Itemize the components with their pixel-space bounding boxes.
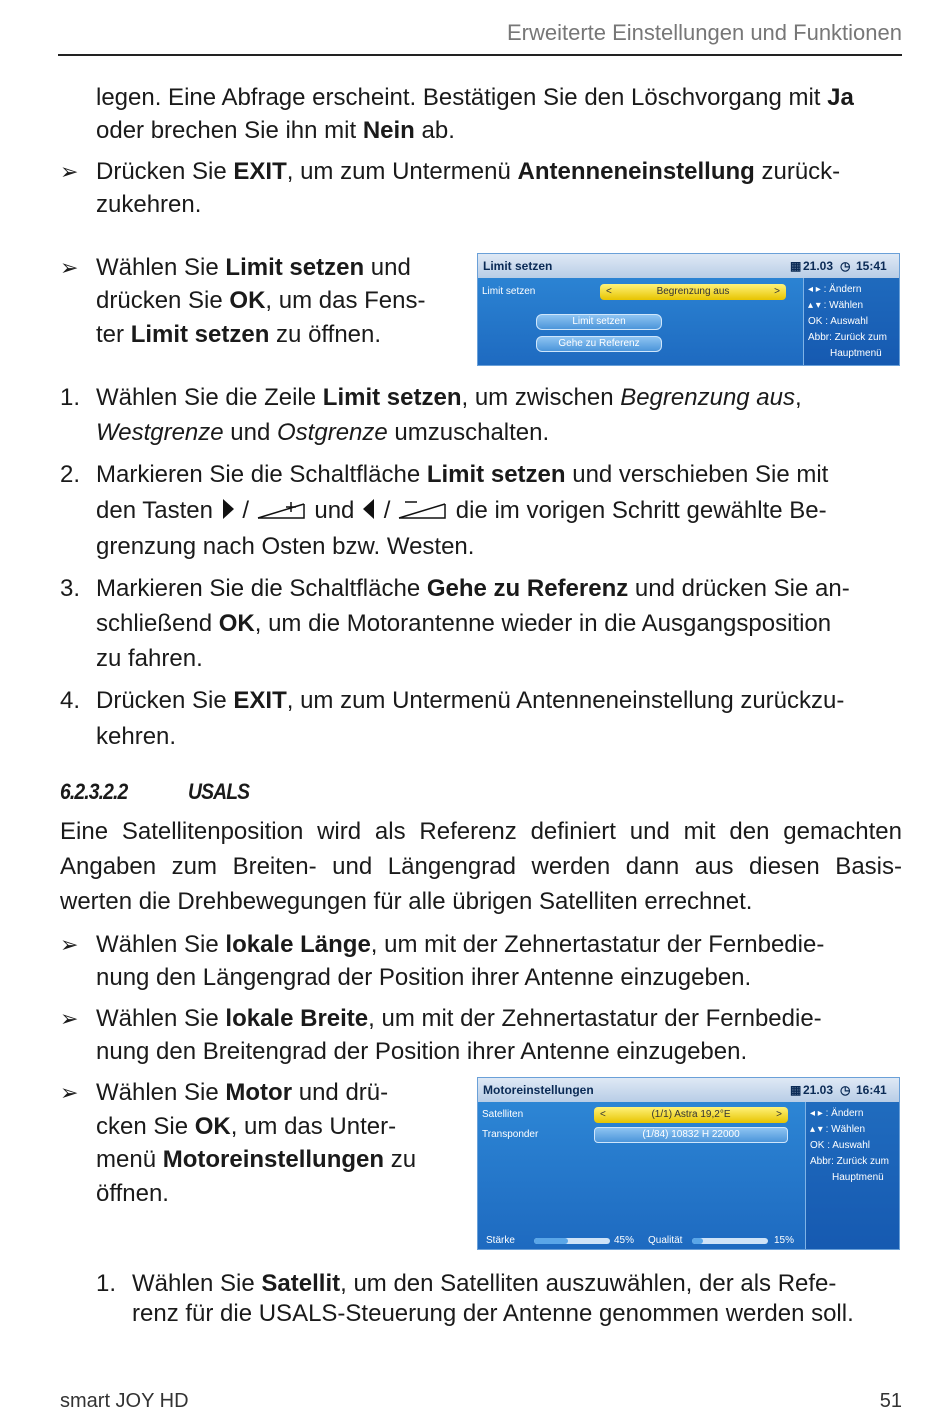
arrow-right-key-icon [220,497,236,521]
menu-name: lokale Länge [225,931,371,958]
menu-name: Limit setzen [225,254,365,281]
limit-setzen-button[interactable]: Limit setzen [536,314,662,330]
help-panel [803,278,899,365]
quality-label: Qualität [648,1235,683,1246]
menu-name: Limit setzen [322,384,462,411]
usals-b3-line3 [96,1143,416,1176]
list1-item4-line1 [96,684,844,717]
list-number: 2. [60,461,81,488]
section-number: 6.2.3.2.2 [60,779,128,804]
transponder-label: Transponder [482,1129,539,1140]
text: und [314,497,355,524]
help-line: Hauptmenü [832,1172,884,1183]
text: Wählen Sie [96,1005,226,1032]
limit-setzen-screenshot [477,253,900,366]
chevron-left-icon: < [600,1109,606,1120]
text: , um zum Untermenü [286,158,518,185]
calendar-icon: ▦ [790,1083,802,1097]
help-line: OK : Auswahl [808,316,869,327]
bullet-arrow: ➢ [60,1080,79,1105]
text: Markieren Sie die Schaltfläche [96,575,427,602]
menu-name: Motoreinstellungen [162,1146,385,1173]
help-line: OK : Auswahl [810,1140,871,1151]
volume-up-key-icon [256,496,308,520]
menu-name: lokale Breite [225,1005,369,1032]
key-ok: OK [218,610,255,637]
text: , um das Fens- [265,287,426,314]
list-number: 3. [60,575,81,602]
text: die im vorigen Schritt gewählte Be- [455,497,827,524]
usals-b2-line2: nung den Breitengrad der Position ihrer Antenne einzugeben. [96,1038,748,1065]
text: zu öffnen. [269,321,382,348]
text: , um mit der Zehnertastatur der Fernbedie- [370,931,825,958]
intro-text: legen. Eine Abfrage erscheint. Bestätigen Sie den Löschvorgang mit [96,84,828,111]
menu-name: Limit setzen [426,461,566,488]
screen-time: 15:41 [856,259,887,273]
list1-item3-line3: zu fahren. [96,645,203,672]
satellite-selector[interactable] [594,1107,788,1123]
final-line1 [132,1267,836,1300]
text: Drücken Sie [96,687,234,714]
page-number: 51 [879,1390,902,1409]
screen-title-bar [478,254,899,278]
list1-item4-line2: kehren. [96,723,177,750]
intro-text: oder brechen Sie ihn mit [96,117,363,144]
usals-b3-line4: öffnen. [96,1180,169,1207]
usals-b1-line1 [96,928,824,961]
strength-bar [534,1238,610,1244]
final-line2: renz für die USALS-Steuerung der Antenne genommen werden soll. [132,1300,854,1327]
step-limit-line-3 [96,318,381,351]
text: Wählen Sie [96,254,226,281]
usals-paragraph-line2: Angaben zum Breiten- und Längengrad werden dann aus diesen Basis- [60,853,902,880]
step-limit-line-1 [96,251,411,284]
option-name: Westgrenze [96,419,224,446]
screen-date: 21.03 [803,259,834,273]
step-limit-line-2 [96,284,425,317]
key-ok: OK [229,287,266,314]
text: ter [96,321,131,348]
help-line: ▴ ▾ : Wählen [810,1124,866,1135]
list1-item3-line1 [96,572,850,605]
list1-item2-line2 [96,494,827,527]
clock-icon: ◷ [840,259,851,273]
intro-nein: Nein [362,117,415,144]
list1-item1-line1 [96,381,802,414]
footer-product: smart JOY HD [60,1390,189,1409]
usals-paragraph-line3: werten die Drehbewegungen für alle übrigen Satelliten errechnet. [60,888,753,915]
bullet-arrow: ➢ [60,1006,79,1031]
text: und verschieben Sie mit [565,461,829,488]
help-line: ◂ ▸ : Ändern [810,1108,864,1119]
calendar-icon: ▦ [790,259,802,273]
option-name: Begrenzung aus [620,384,795,411]
help-line: ◂ ▸ : Ändern [808,284,862,295]
text: , um mit der Zehnertastatur der Fernbedie- [368,1005,822,1032]
running-header [507,20,902,56]
menu-name: Antenneneinstellung [517,158,755,185]
intro-line-2 [96,114,455,147]
menu-name: Satellit [261,1270,341,1297]
text: umzuschalten. [387,419,550,446]
selector-value: (1/1) Astra 19,2°E [651,1109,731,1120]
bullet-arrow: ➢ [60,932,79,957]
quality-bar-fill [692,1238,703,1244]
strength-label: Stärke [486,1235,515,1246]
key-exit: EXIT [233,687,287,714]
list1-item3-line2 [96,607,831,640]
text: Markieren Sie die Schaltfläche [96,461,427,488]
screen-title: Motoreinstellungen [483,1083,594,1097]
clock-icon: ◷ [840,1083,851,1097]
quality-bar [692,1238,768,1244]
list-number: 4. [60,687,81,714]
menu-name: Limit setzen [130,321,270,348]
transponder-field[interactable]: (1/84) 10832 H 22000 [594,1127,788,1143]
text: , um zwischen [461,384,621,411]
usals-paragraph-line1: Eine Satellitenposition wird als Referenz definiert und mit den gemachten [60,818,902,845]
text: zu [384,1146,417,1173]
chevron-right-icon: > [774,286,780,297]
menu-name: Gehe zu Referenz [426,575,629,602]
text: menü [96,1146,163,1173]
text: Wählen Sie [96,931,226,958]
satelliten-label: Satelliten [482,1109,524,1120]
header-rule [58,54,902,56]
quality-value: 15% [774,1235,795,1246]
text: , um das Unter- [230,1113,397,1140]
strength-bar-fill [534,1238,568,1244]
step-exit-line-1 [96,155,840,188]
list1-item2-line3: grenzung nach Osten bzw. Westen. [96,533,475,560]
text: und [223,419,278,446]
volume-down-key-icon [397,496,449,520]
row-label: Limit setzen [482,286,536,297]
screen-time: 16:41 [856,1083,887,1097]
key-ok: OK [194,1113,231,1140]
text: , um zum Untermenü Antenneneinstellung zurückzu- [286,687,845,714]
list-number: 1. [96,1270,117,1297]
strength-value: 45% [614,1235,635,1246]
limit-selector[interactable] [600,284,786,300]
usals-b2-line1 [96,1002,822,1035]
text: und drü- [292,1079,389,1106]
help-line: ▴ ▾ : Wählen [808,300,864,311]
motoreinstellungen-screenshot [477,1077,900,1250]
chevron-left-icon: < [606,286,612,297]
text: , um den Satelliten auszuwählen, der als Refe- [340,1270,837,1297]
option-name: Ostgrenze [277,419,388,446]
usals-b1-line2: nung den Längengrad der Position ihrer Antenne einzugeben. [96,964,752,991]
text: / [383,497,391,524]
key-exit: EXIT [233,158,287,185]
chevron-right-icon: > [776,1109,782,1120]
list1-item1-line2 [96,416,549,449]
text: drücken Sie [96,287,230,314]
text: Wählen Sie [96,1079,226,1106]
text: / [242,497,250,524]
text: zurück- [754,158,841,185]
gehe-zu-referenz-button[interactable]: Gehe zu Referenz [536,336,662,352]
help-line: Abbr: Zurück zum [810,1156,889,1167]
text: und [364,254,411,281]
bullet-arrow: ➢ [60,255,79,280]
list1-item2-line1 [96,458,828,491]
text: und drücken Sie an- [628,575,850,602]
section-title: USALS [188,779,250,804]
intro-line-1 [96,81,854,114]
text: Wählen Sie [132,1270,262,1297]
intro-text: ab. [414,117,455,144]
intro-ja: Ja [827,84,854,111]
text: , um die Motorantenne wieder in die Ausgangsposition [254,610,832,637]
screen-title: Limit setzen [483,259,553,273]
screen-date: 21.03 [803,1083,834,1097]
screen-title-bar [478,1078,899,1102]
menu-name: Motor [225,1079,293,1106]
text: Wählen Sie die Zeile [96,384,323,411]
help-line: Abbr: Zurück zum [808,332,887,343]
usals-b3-line2 [96,1110,396,1143]
text: schließend [96,610,219,637]
step-exit-line-2: zukehren. [96,191,202,218]
help-line: Hauptmenü [830,348,882,359]
header-title: Erweiterte Einstellungen und Funktionen [506,20,902,45]
usals-b3-line1 [96,1076,388,1109]
text: , [795,384,802,411]
arrow-left-key-icon [361,497,377,521]
help-panel [805,1102,899,1249]
list-number: 1. [60,384,81,411]
text: cken Sie [96,1113,195,1140]
bullet-arrow: ➢ [60,159,79,184]
selector-value: Begrenzung aus [656,286,730,297]
text: den Tasten [96,497,213,524]
text: Drücken Sie [96,158,234,185]
